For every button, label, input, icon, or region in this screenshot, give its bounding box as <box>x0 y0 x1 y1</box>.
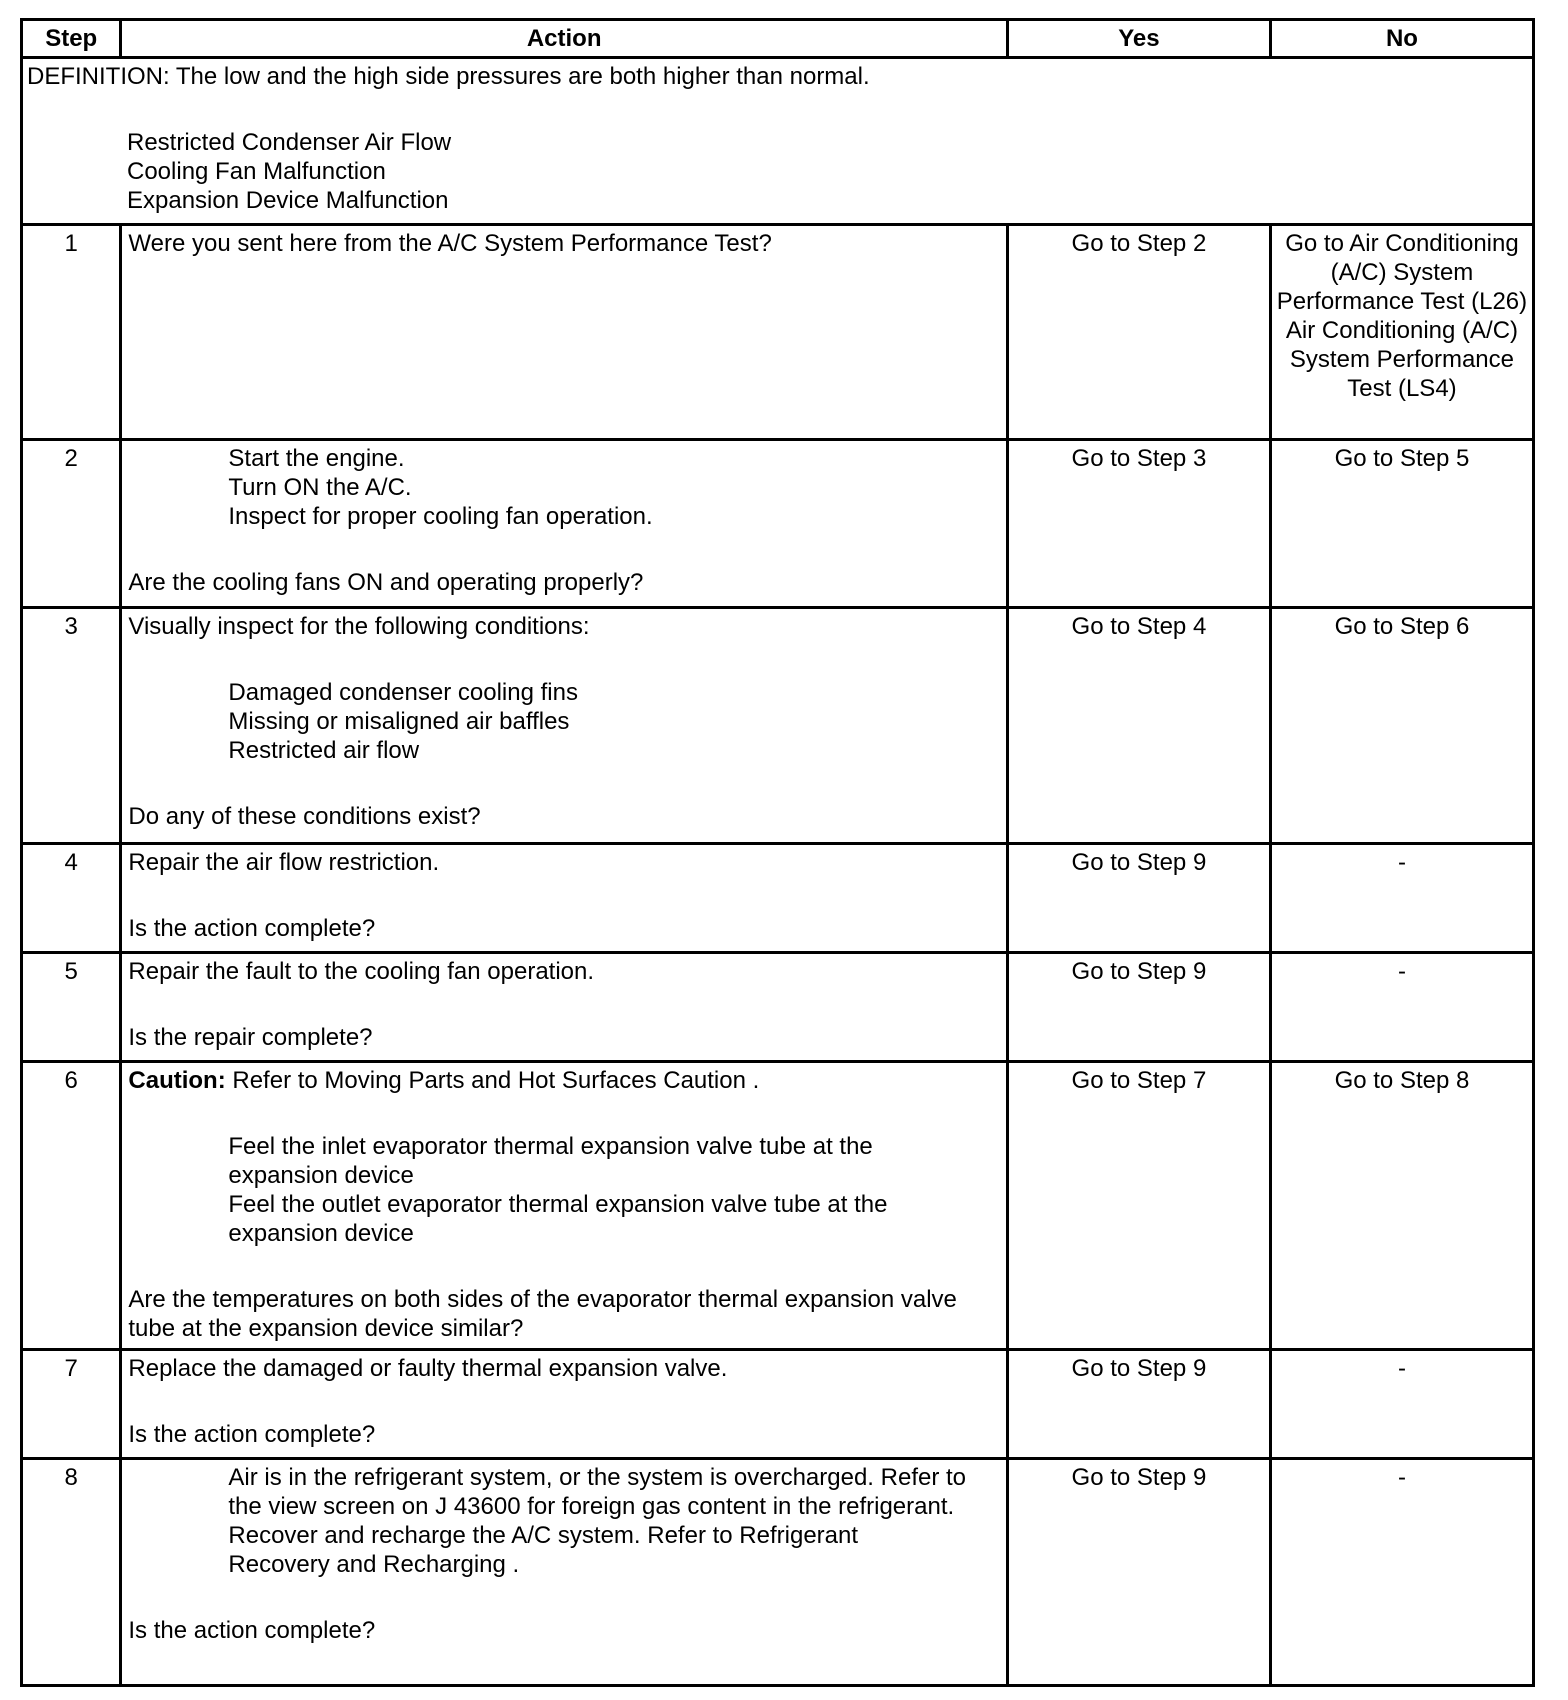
step-number: 6 <box>22 1062 121 1350</box>
step-yes: Go to Step 7 <box>1007 1062 1270 1350</box>
step-item: Air is in the refrigerant system, or the system is overcharged. Refer to the view screen on J 43600 for foreign gas content in the refrigerant. <box>228 1464 967 1520</box>
step-question: Is the action complete? <box>128 1421 376 1448</box>
step-item: Damaged condenser cooling fins <box>228 679 578 706</box>
step-question: Is the action complete? <box>128 915 376 942</box>
header-row <box>22 20 1534 58</box>
step-action <box>121 953 1008 1062</box>
step-row-4 <box>22 844 1534 953</box>
definition-row <box>22 58 1534 225</box>
step-question: Are the temperatures on both sides of the evaporator thermal expansion valve tube at the expansion device similar? <box>128 1286 957 1342</box>
step-action <box>121 608 1008 844</box>
step-question: Were you sent here from the A/C System Performance Test? <box>128 230 772 257</box>
step-yes: Go to Step 3 <box>1007 440 1270 608</box>
step-number: 5 <box>22 953 121 1062</box>
step-question: Do any of these conditions exist? <box>128 803 481 830</box>
caution-label: Caution: <box>128 1067 226 1094</box>
header-action: Action <box>121 20 1008 58</box>
step-action <box>121 1062 1008 1350</box>
step-no: - <box>1270 1459 1533 1686</box>
diagnostic-table <box>20 18 1535 1687</box>
step-yes: Go to Step 9 <box>1007 844 1270 953</box>
step-question: Is the action complete? <box>128 1617 376 1644</box>
step-no: Go to Step 8 <box>1270 1062 1533 1350</box>
definition-text: DEFINITION: The low and the high side pressures are both higher than normal. <box>27 63 870 90</box>
step-row-8 <box>22 1459 1534 1686</box>
step-action <box>121 1459 1008 1686</box>
step-item: Start the engine. <box>228 445 405 472</box>
step-number: 3 <box>22 608 121 844</box>
step-number: 7 <box>22 1350 121 1459</box>
step-number: 2 <box>22 440 121 608</box>
step-question: Are the cooling fans ON and operating properly? <box>128 569 644 596</box>
step-row-7 <box>22 1350 1534 1459</box>
step-item: Feel the inlet evaporator thermal expansion valve tube at the expansion device <box>228 1133 873 1189</box>
header-yes: Yes <box>1007 20 1270 58</box>
step-intro: Visually inspect for the following conditions: <box>128 613 590 640</box>
step-row-2 <box>22 440 1534 608</box>
definition-causes <box>27 128 1526 215</box>
step-action <box>121 844 1008 953</box>
step-row-1 <box>22 225 1534 440</box>
definition-cell <box>22 58 1534 225</box>
step-no: Go to Air Conditioning (A/C) System Performance Test (L26) Air Conditioning (A/C) System Performance Test (LS4) <box>1270 225 1533 440</box>
step-action <box>121 440 1008 608</box>
step-number: 1 <box>22 225 121 440</box>
step-action <box>121 225 1008 440</box>
step-intro: Replace the damaged or faulty thermal expansion valve. <box>128 1355 728 1382</box>
step-no: - <box>1270 953 1533 1062</box>
step-no: Go to Step 6 <box>1270 608 1533 844</box>
step-item: Feel the outlet evaporator thermal expansion valve tube at the expansion device <box>228 1191 888 1247</box>
caution-text: Refer to Moving Parts and Hot Surfaces Caution . <box>225 1067 760 1094</box>
step-no: - <box>1270 844 1533 953</box>
step-item: Inspect for proper cooling fan operation. <box>228 503 653 530</box>
step-yes: Go to Step 4 <box>1007 608 1270 844</box>
step-row-3 <box>22 608 1534 844</box>
step-caution <box>128 1066 1000 1095</box>
step-intro: Repair the air flow restriction. <box>128 849 440 876</box>
step-yes: Go to Step 9 <box>1007 1350 1270 1459</box>
step-number: 4 <box>22 844 121 953</box>
cause-item: Cooling Fan Malfunction <box>127 158 386 185</box>
step-yes: Go to Step 9 <box>1007 953 1270 1062</box>
step-yes: Go to Step 9 <box>1007 1459 1270 1686</box>
step-no: Go to Step 5 <box>1270 440 1533 608</box>
header-step: Step <box>22 20 121 58</box>
step-intro: Repair the fault to the cooling fan operation. <box>128 958 595 985</box>
step-question: Is the repair complete? <box>128 1024 373 1051</box>
header-no: No <box>1270 20 1533 58</box>
step-row-5 <box>22 953 1534 1062</box>
step-number: 8 <box>22 1459 121 1686</box>
step-yes: Go to Step 2 <box>1007 225 1270 440</box>
cause-item: Expansion Device Malfunction <box>127 187 449 214</box>
step-action <box>121 1350 1008 1459</box>
step-item: Turn ON the A/C. <box>228 474 412 501</box>
step-item: Recover and recharge the A/C system. Refer to Refrigerant Recovery and Recharging . <box>228 1522 859 1578</box>
cause-item: Restricted Condenser Air Flow <box>127 129 452 156</box>
step-row-6 <box>22 1062 1534 1350</box>
step-no: - <box>1270 1350 1533 1459</box>
step-item: Restricted air flow <box>228 737 420 764</box>
step-item: Missing or misaligned air baffles <box>228 708 570 735</box>
